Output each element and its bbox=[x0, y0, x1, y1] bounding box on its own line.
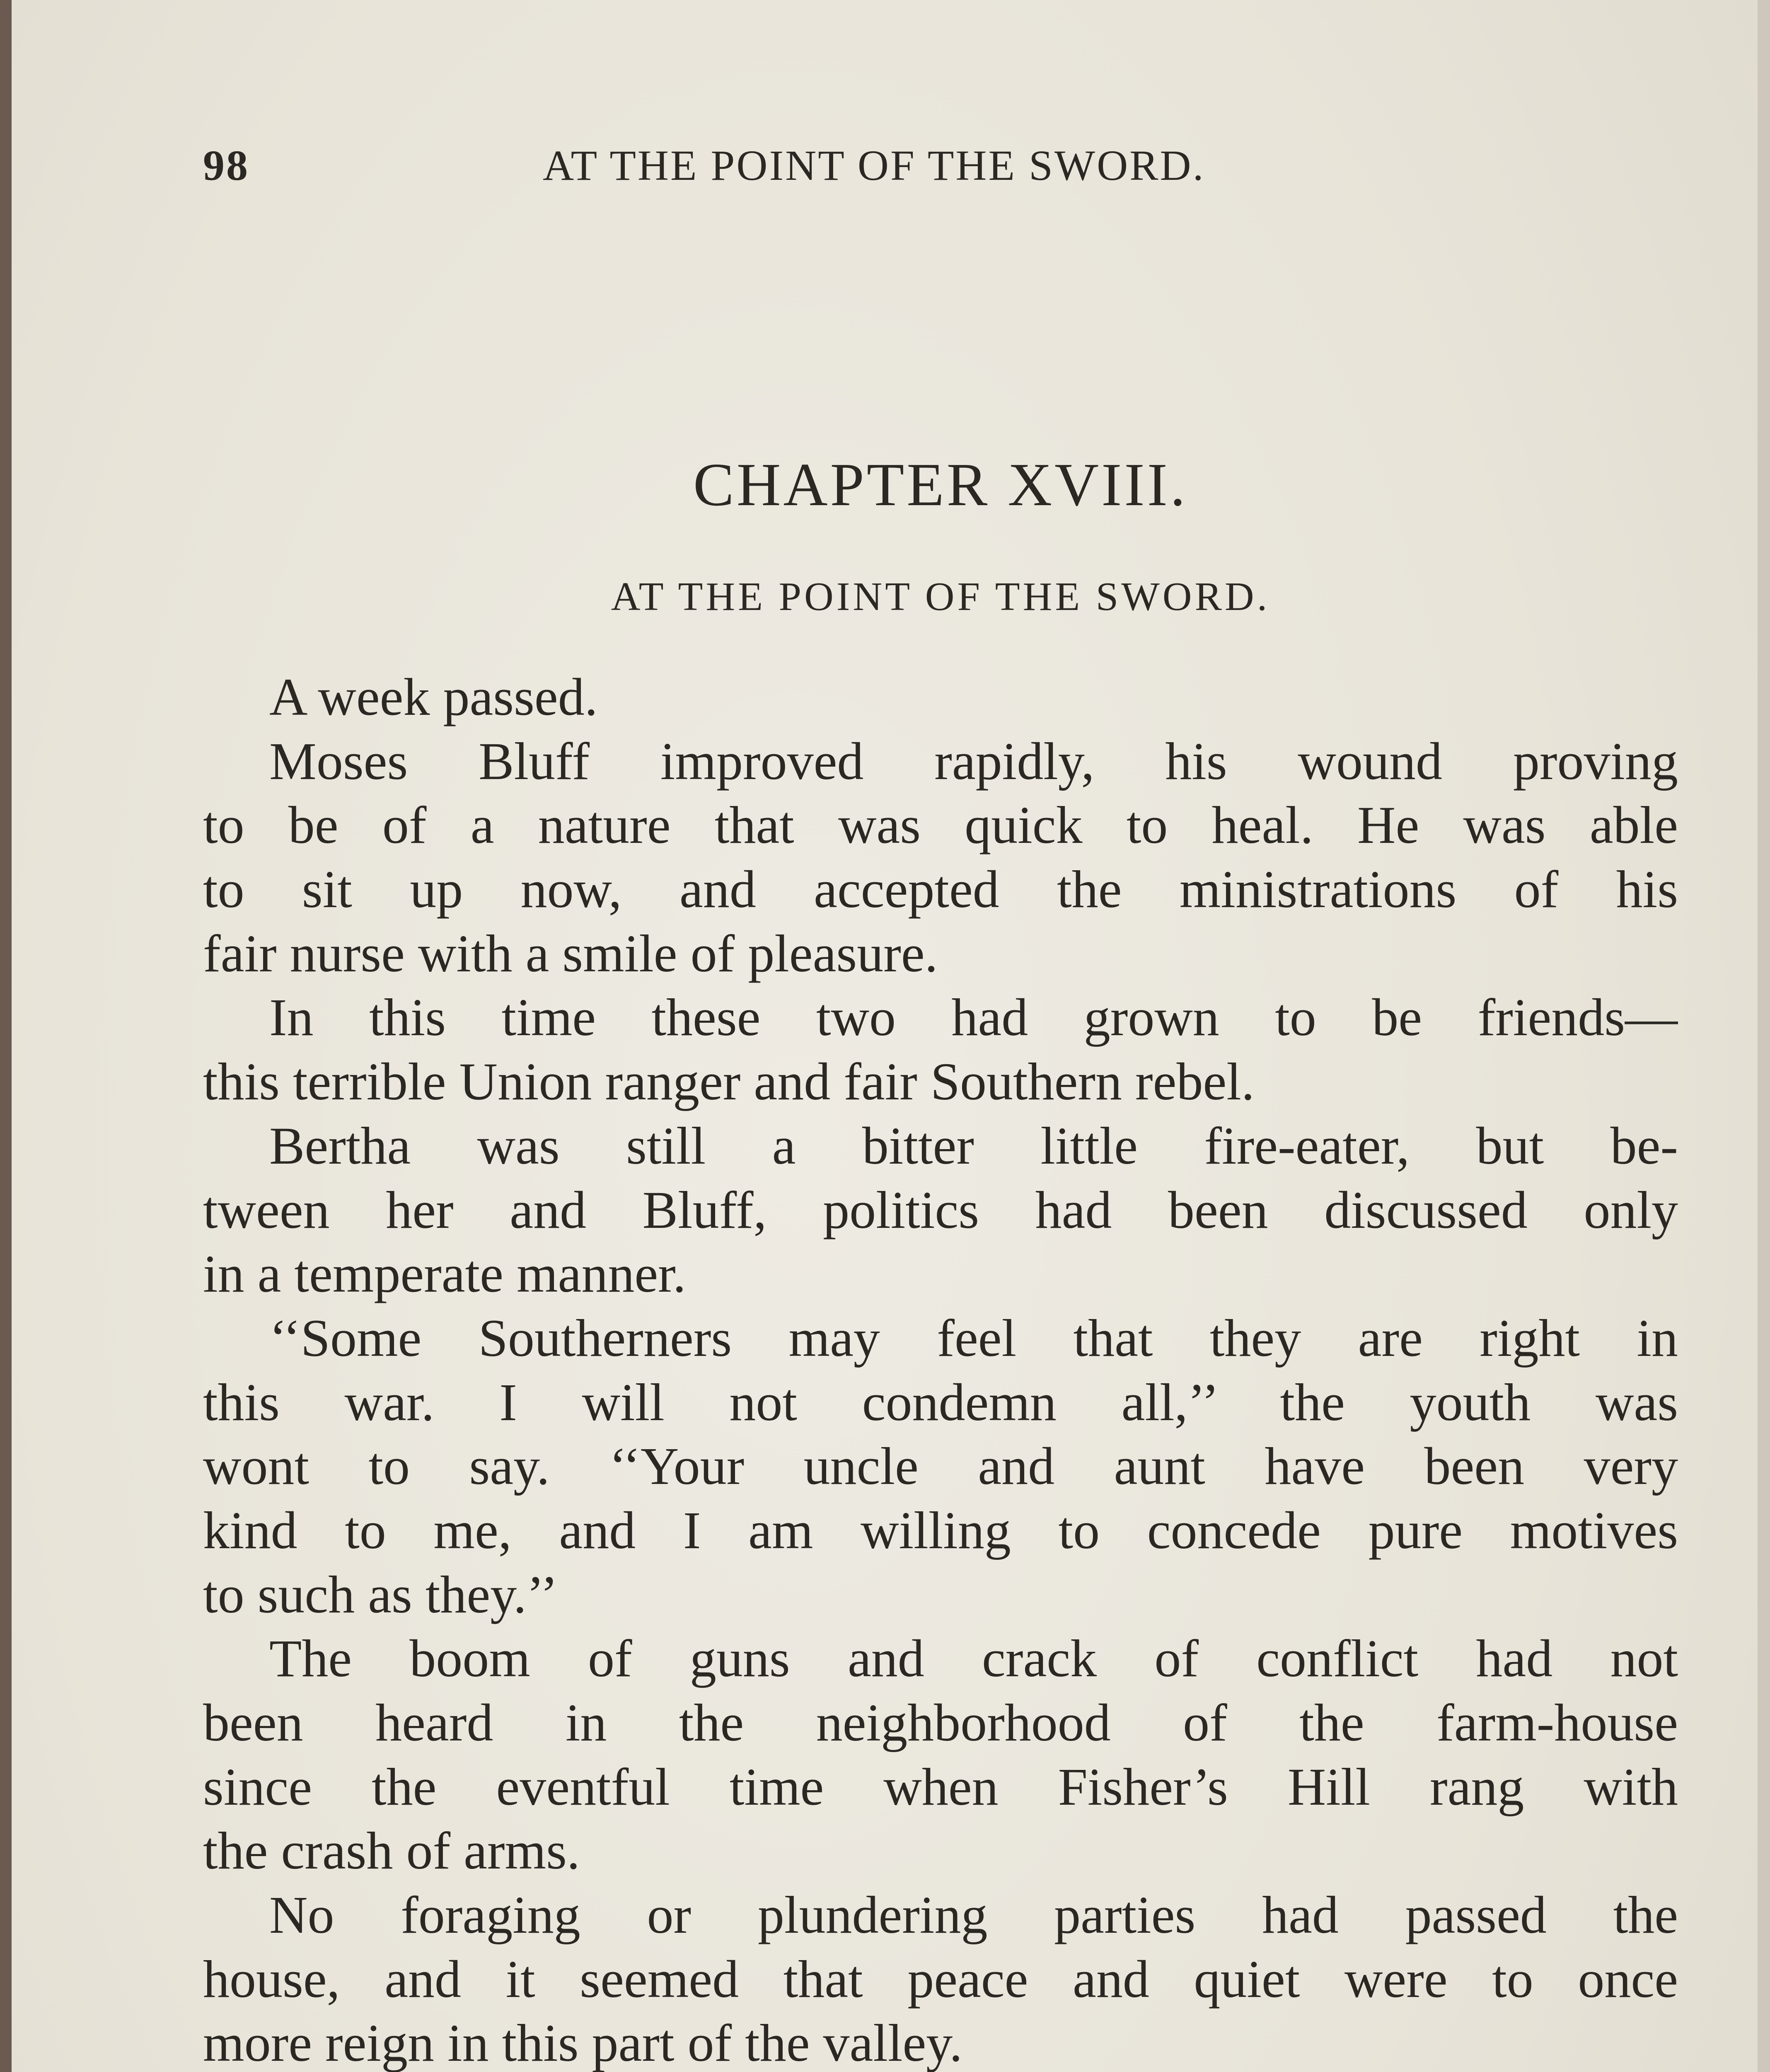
text-line: this terrible Union ranger and fair Southern rebel. bbox=[203, 1052, 1255, 1111]
text-line: ‘‘Some Southerners may feel that they are right in bbox=[269, 1308, 1678, 1368]
text-line: been heard in the neighborhood of the farm-house bbox=[203, 1693, 1678, 1752]
text-line: Bertha was still a bitter little fire-eater, but be- bbox=[269, 1116, 1678, 1175]
page-number: 98 bbox=[203, 142, 249, 189]
chapter-heading: CHAPTER XVIII. bbox=[693, 451, 1188, 519]
text-line: more reign in this part of the valley. bbox=[203, 2014, 962, 2072]
chapter-subtitle: AT THE POINT OF THE SWORD. bbox=[611, 574, 1270, 619]
text-line: this war. I will not condemn all,’’ the youth was bbox=[203, 1372, 1678, 1432]
page-right-edge bbox=[1758, 0, 1770, 2072]
text-line: to such as they.’’ bbox=[203, 1565, 558, 1624]
running-title: AT THE POINT OF THE SWORD. bbox=[543, 142, 1205, 189]
text-line: Moses Bluff improved rapidly, his wound proving bbox=[269, 731, 1678, 791]
text-line: to be of a nature that was quick to heal. He was able bbox=[203, 796, 1678, 855]
page-left-edge bbox=[0, 0, 12, 2072]
text-line: in a temperate manner. bbox=[203, 1244, 686, 1304]
text-line: to sit up now, and accepted the ministrations of his bbox=[203, 860, 1678, 919]
text-line: In this time these two had grown to be friends— bbox=[269, 988, 1678, 1047]
text-line: house, and it seemed that peace and quiet were to once bbox=[203, 1949, 1678, 2009]
text-line: wont to say. ‘‘Your uncle and aunt have been very bbox=[203, 1437, 1678, 1496]
text-line: The boom of guns and crack of conflict had not bbox=[269, 1629, 1678, 1688]
text-line: kind to me, and I am willing to concede pure motives bbox=[203, 1501, 1678, 1560]
text-line: No foraging or plundering parties had passed the bbox=[269, 1886, 1678, 1945]
text-line: A week passed. bbox=[269, 668, 598, 726]
text-line: since the eventful time when Fisher’s Hill rang with bbox=[203, 1757, 1678, 1816]
text-line: the crash of arms. bbox=[203, 1821, 580, 1881]
text-line: fair nurse with a smile of pleasure. bbox=[203, 924, 938, 983]
running-head bbox=[203, 124, 1347, 207]
body-text bbox=[203, 665, 1678, 2072]
text-line: tween her and Bluff, politics had been discussed only bbox=[203, 1180, 1678, 1239]
